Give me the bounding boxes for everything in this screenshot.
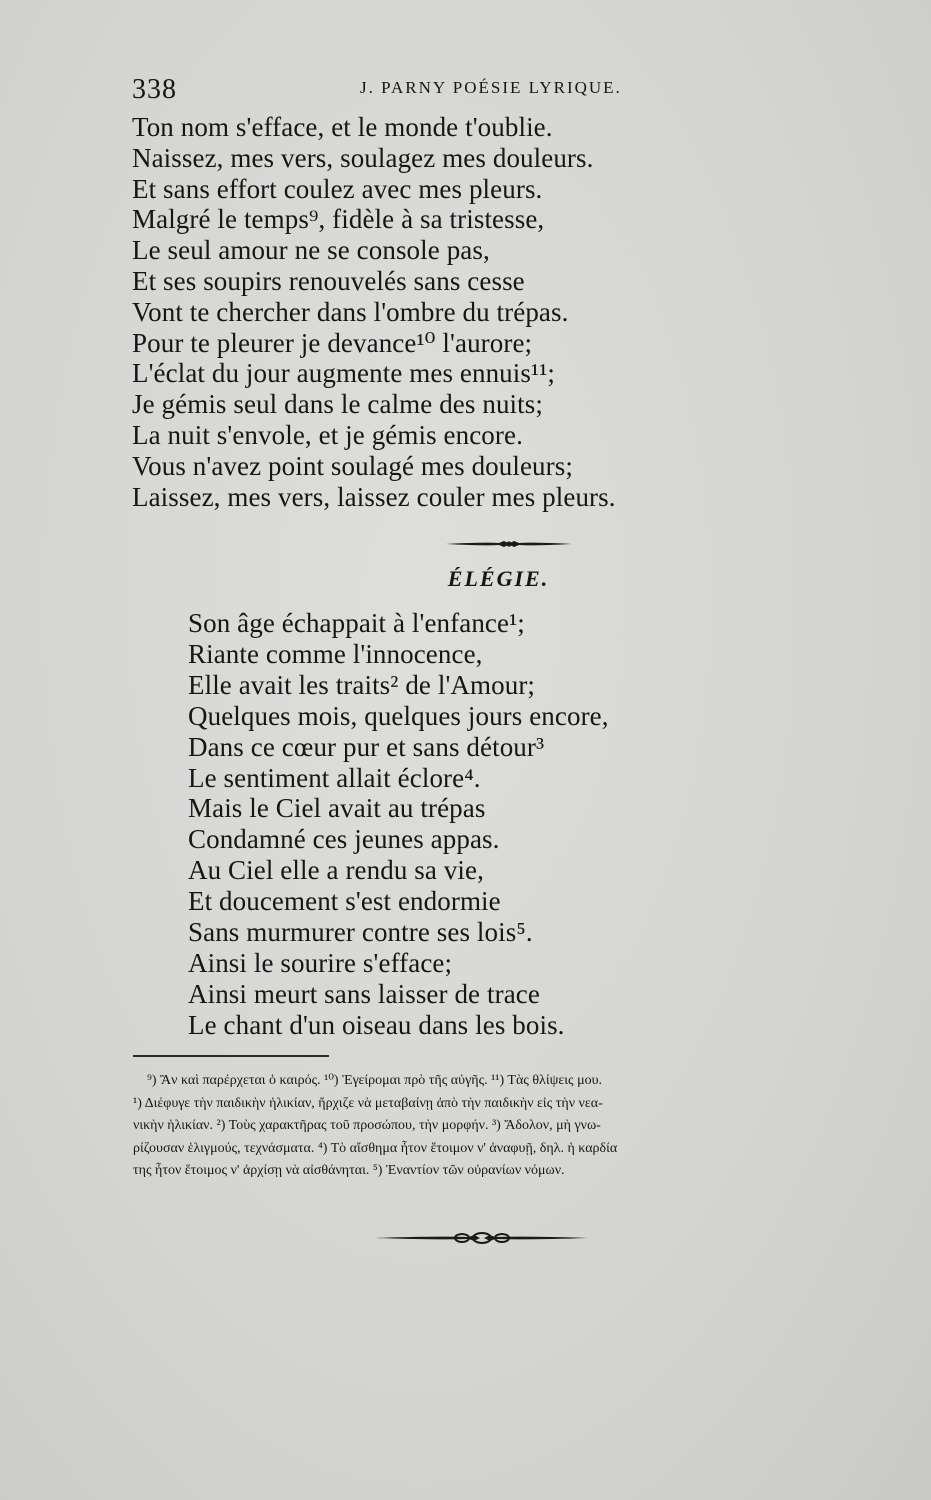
footnote-line: νικὴν ἡλικίαν. ²) Τοὺς χαρακτῆρας τοῦ προσώπου, τὴν μορφήν. ³) Ἄδολον, μὴ γνω- <box>133 1118 601 1133</box>
verse-line: Elle avait les traits² de l'Amour; <box>188 669 536 700</box>
footnote-separator <box>133 1055 329 1057</box>
footnote-line: της ἦτον ἕτοιμος ν' ἀρχίσῃ νὰ αἰσθάνηται. ⁵) Ἐναντίον τῶν οὐρανίων νόμων. <box>133 1163 565 1178</box>
verse-line: Naissez, mes vers, soulagez mes douleurs. <box>132 142 594 173</box>
poem-title: ÉLÉGIE. <box>447 566 550 591</box>
verse-line: Son âge échappait à l'enfance¹; <box>188 608 525 638</box>
running-title: J. PARNY POÉSIE LYRIQUE. <box>360 78 622 97</box>
verse-line: Ton nom s'efface, et le monde t'oublie. <box>132 112 553 142</box>
verse-line: Le seul amour ne se console pas, <box>132 235 490 266</box>
verse-line: Ainsi le sourire s'efface; <box>188 947 453 978</box>
verse-line: Vous n'avez point soulagé mes douleurs; <box>132 450 573 481</box>
running-head <box>132 74 892 104</box>
verse-line: Et doucement s'est endormie <box>188 886 501 917</box>
page-number: 338 <box>132 74 177 105</box>
verse-line: Le chant d'un oiseau dans les bois. <box>188 1009 565 1040</box>
verse-line: Malgré le temps⁹, fidèle à sa tristesse, <box>132 204 545 235</box>
verse-line: La nuit s'envole, et je gémis encore. <box>132 419 523 450</box>
footnote-line: ρίζουσαν ἑλιγμούς, τεχνάσματα. ⁴) Τὸ αἴσθημα ἦτον ἕτοιμον ν' ἀναφυῇ, δηλ. ἡ καρδία <box>133 1140 618 1156</box>
end-ornament <box>374 1228 590 1248</box>
verse-line: Et sans effort coulez avec mes pleurs. <box>132 173 543 204</box>
verse-line: Condamné ces jeunes appas. <box>188 824 500 855</box>
verse-line: Au Ciel elle a rendu sa vie, <box>188 855 484 886</box>
verse-line: Riante comme l'innocence, <box>188 638 483 669</box>
verse-line: Et ses soupirs renouvelés sans cesse <box>132 265 525 296</box>
section-divider-ornament <box>444 537 574 551</box>
footnotes <box>133 1070 908 1183</box>
verse-line: Le sentiment allait éclore⁴. <box>188 762 481 793</box>
verse-line: Je gémis seul dans le calme des nuits; <box>132 389 543 420</box>
verse-line: Ainsi meurt sans laisser de trace <box>188 978 540 1009</box>
footnote-line: ⁹) Ἂν καὶ παρέρχεται ὁ καιρός. ¹⁰) Ἐγείρομαι πρὸ τῆς αὐγῆς. ¹¹) Τὰς θλίψεις μου. <box>147 1073 602 1088</box>
verse-line: Dans ce cœur pur et sans détour³ <box>188 731 545 762</box>
verse-line: Mais le Ciel avait au trépas <box>188 793 486 824</box>
verse-line: Vont te chercher dans l'ombre du trépas. <box>132 296 569 327</box>
poem-continuation <box>132 112 616 512</box>
verse-line: Quelques mois, quelques jours encore, <box>188 700 609 731</box>
elegy-poem <box>188 608 609 1041</box>
verse-line: L'éclat du jour augmente mes ennuis¹¹; <box>132 358 555 389</box>
verse-line: Sans murmurer contre ses lois⁵. <box>188 917 533 948</box>
footnote-line: ¹) Διέφυγε τὴν παιδικὴν ἡλικίαν, ἤρχιζε νὰ μεταβαίνῃ ἀπὸ τὴν παιδικὴν εἰς τὴν νεα- <box>133 1095 603 1111</box>
verse-line: Laissez, mes vers, laissez couler mes pleurs. <box>132 481 616 512</box>
verse-line: Pour te pleurer je devance¹⁰ l'aurore; <box>132 327 533 358</box>
